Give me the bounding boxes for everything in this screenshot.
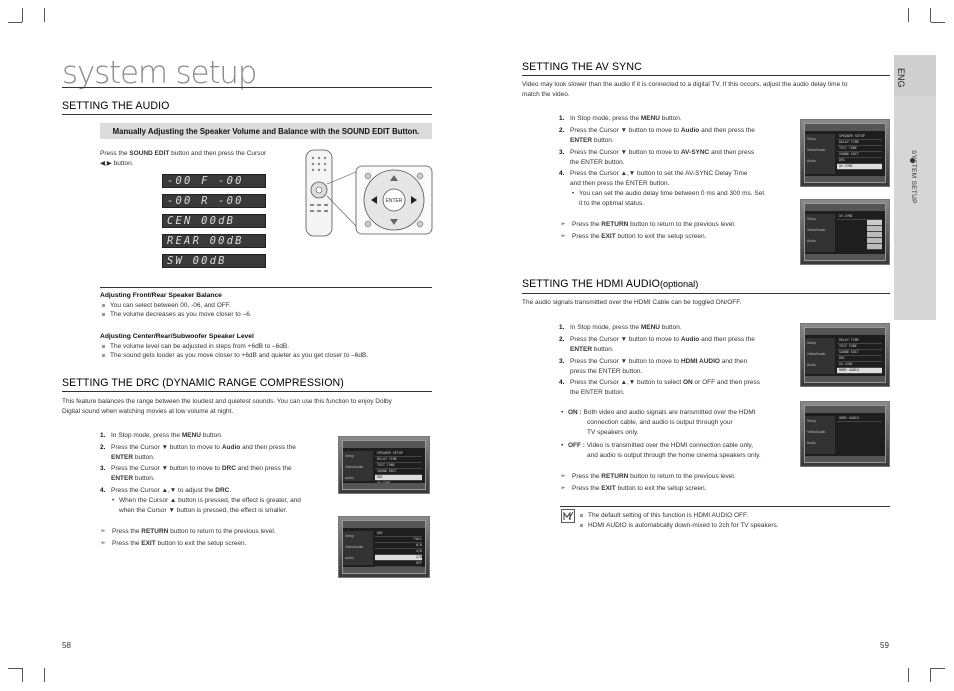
lcd-display-rear: -00 R -00	[162, 194, 266, 208]
page-number-left: 58	[62, 641, 71, 650]
list-item: The sound gets louder as you move closer to +6dB and quieter as you get closer to –6dB.	[100, 351, 368, 361]
av-note-exit: ➣ Press the EXIT button to exit the setup screen.	[560, 232, 790, 242]
heading-rule	[522, 293, 890, 294]
crop-mark	[931, 22, 945, 23]
osd-audio-menu-av-screen: Setup Video/Audio Audio SPEAKER SETUP DELAY TIME TEST TONE SOUND EDIT DRC AV-SYNC	[800, 119, 890, 187]
list-item: You can select between 00, -06, and OFF.	[100, 301, 231, 311]
drc-step-1: 1. In Stop mode, press the MENU button.	[100, 432, 223, 439]
lcd-display-front: -00 F -00	[162, 174, 266, 188]
page-title: system setup	[62, 55, 257, 91]
drc-note-return: ➣ Press the RETURN button to return to the previous level.	[100, 527, 330, 537]
hdmi-on-bullet: • ON : Both video and audio signals are transmitted over the HDMI connection cable, and audio is output through your TV speakers only.	[559, 408, 799, 437]
av-note-return: ➣ Press the RETURN button to return to the previous level.	[560, 220, 790, 230]
hdmi-note-exit: ➣ Press the EXIT button to exit the setup screen.	[560, 484, 790, 494]
drc-step-2: 2. Press the Cursor ▼ button to move to Audio and then press the ENTER button.	[100, 444, 296, 461]
crop-mark	[908, 8, 909, 22]
av-sync-heading: SETTING THE AV SYNC	[522, 61, 642, 73]
hdmi-step-4: 4. Press the Cursor ▲,▼ button to select ON or OFF and then press the ENTER button.	[559, 379, 760, 396]
crop-mark	[908, 668, 909, 682]
crop-mark	[930, 668, 931, 682]
crop-mark	[931, 668, 945, 669]
osd-audio-menu-hdmi-screen: Setup Video/Audio Audio DELAY TIME TEST TONE SOUND EDIT DRC AV-SYNC HDMI AUDIO	[800, 323, 890, 387]
lcd-display-center: CEN 00dB	[162, 214, 266, 228]
drc-step-4: 4. Press the Cursor ▲,▼ to adjust the DRC.	[100, 487, 232, 494]
drc-description: This feature balances the range between the loudest and quietest sounds. You can use this function to enjoy Dolby Digital sound when watching movies at low volume at night.	[62, 398, 392, 415]
heading-rule	[62, 391, 432, 392]
osd-av-sync-screen: Setup Video/Audio Audio AV-SYNC	[800, 199, 890, 265]
crop-mark	[8, 22, 22, 23]
center-title: Adjusting Center/Rear/Subwoofer Speaker Level	[100, 333, 254, 340]
hdmi-heading: SETTING THE HDMI AUDIO(optional)	[522, 278, 699, 290]
hdmi-step-2: 2. Press the Cursor ▼ button to move to Audio and then press the ENTER button.	[559, 336, 755, 353]
av-step-4: 4. Press the Cursor ▲,▼ button to set the AV-SYNC Delay Time and then press the ENTER button.	[559, 170, 748, 187]
crop-mark	[44, 668, 45, 682]
crop-mark	[8, 668, 22, 669]
av-step-1: 1. In Stop mode, press the MENU button.	[559, 115, 682, 122]
section-tab-label: SYSTEM SETUP	[910, 150, 917, 204]
lang-tab-label: ENG	[896, 68, 906, 88]
memo-note-icon	[561, 509, 575, 523]
av-step-3: 3. Press the Cursor ▼ button to move to AV-SYNC and then press the ENTER button.	[559, 149, 755, 166]
hdmi-off-bullet: • OFF : Video is transmitted over the HDMI connection cable only, and audio is output through the home cinema speakers only.	[559, 441, 799, 461]
title-rule	[62, 87, 432, 88]
sound-edit-intro: Press the SOUND EDIT button and then press the Cursor ◀,▶ button.	[100, 150, 267, 167]
memo-item: The default setting of this function is HDMI AUDIO OFF.	[578, 511, 748, 521]
osd-audio-menu-screen: Setup Video/Audio Audio SPEAKER SETUP DELAY TIME TEST TONE SOUND EDIT DRC	[338, 436, 430, 494]
list-item: The volume decreases as you move closer to –6.	[100, 310, 252, 320]
drc-step-4-bullet: • When the Cursor ▲ button is pressed, the effect is greater, and when the Cursor ▼ button is pressed, the effect is smaller.	[110, 496, 335, 516]
crop-mark	[22, 8, 23, 22]
crop-mark	[44, 8, 45, 22]
front-rear-title: Adjusting Front/Rear Speaker Balance	[100, 292, 222, 299]
svg-text:ENTER: ENTER	[385, 198, 403, 204]
memo-rule	[560, 506, 890, 507]
hdmi-description: The audio signals transmitted over the HDMI Cable can be toggled ON/OFF.	[522, 299, 742, 306]
audio-heading: SETTING THE AUDIO	[62, 100, 170, 112]
heading-rule	[522, 75, 890, 76]
osd-hdmi-audio-screen: Setup Video/Audio Audio HDMI AUDIO	[800, 401, 890, 467]
av-sync-description: Video may look slower than the audio if it is connected to a digital TV. If this occurs, adjust the audio delay time to match the video.	[522, 81, 848, 98]
remote-control-icon	[300, 148, 435, 240]
heading-rule	[62, 114, 432, 115]
drc-heading: SETTING THE DRC (DYNAMIC RANGE COMPRESSION)	[62, 377, 344, 389]
sound-edit-bar: Manually Adjusting the Speaker Volume and Balance with the SOUND EDIT Button.	[100, 123, 432, 139]
hdmi-step-3: 3. Press the Cursor ▼ button to move to HDMI AUDIO and then press the ENTER button.	[559, 358, 748, 375]
hdmi-note-return: ➣ Press the RETURN button to return to the previous level.	[560, 472, 790, 482]
av-step-4-bullet: • You can set the audio delay time between 0 ms and 300 ms. Set it to the optimal status.	[570, 189, 792, 209]
hdmi-step-1: 1. In Stop mode, press the MENU button.	[559, 324, 682, 331]
lcd-display-rear-level: REAR 00dB	[162, 234, 266, 248]
memo-item: HDMI AUDIO is automatically down-mixed to 2ch for TV speakers.	[578, 521, 779, 531]
av-step-2: 2. Press the Cursor ▼ button to move to Audio and then press the ENTER button.	[559, 127, 755, 144]
list-item: The volume level can be adjusted in steps from +6dB to –6dB.	[100, 342, 289, 352]
drc-note-exit: ➣ Press the EXIT button to exit the setup screen.	[100, 539, 330, 549]
page-number-right: 59	[880, 641, 889, 650]
crop-mark	[930, 8, 931, 22]
drc-step-3: 3. Press the Cursor ▼ button to move to DRC and then press the ENTER button.	[100, 465, 292, 482]
crop-mark	[22, 668, 23, 682]
lcd-display-subwoofer: SW 00dB	[162, 254, 266, 268]
osd-drc-screen: Setup Video/Audio Audio DRC FULL 6/8 4/8 2/8 OFF	[338, 516, 430, 578]
section-rule	[100, 287, 432, 288]
